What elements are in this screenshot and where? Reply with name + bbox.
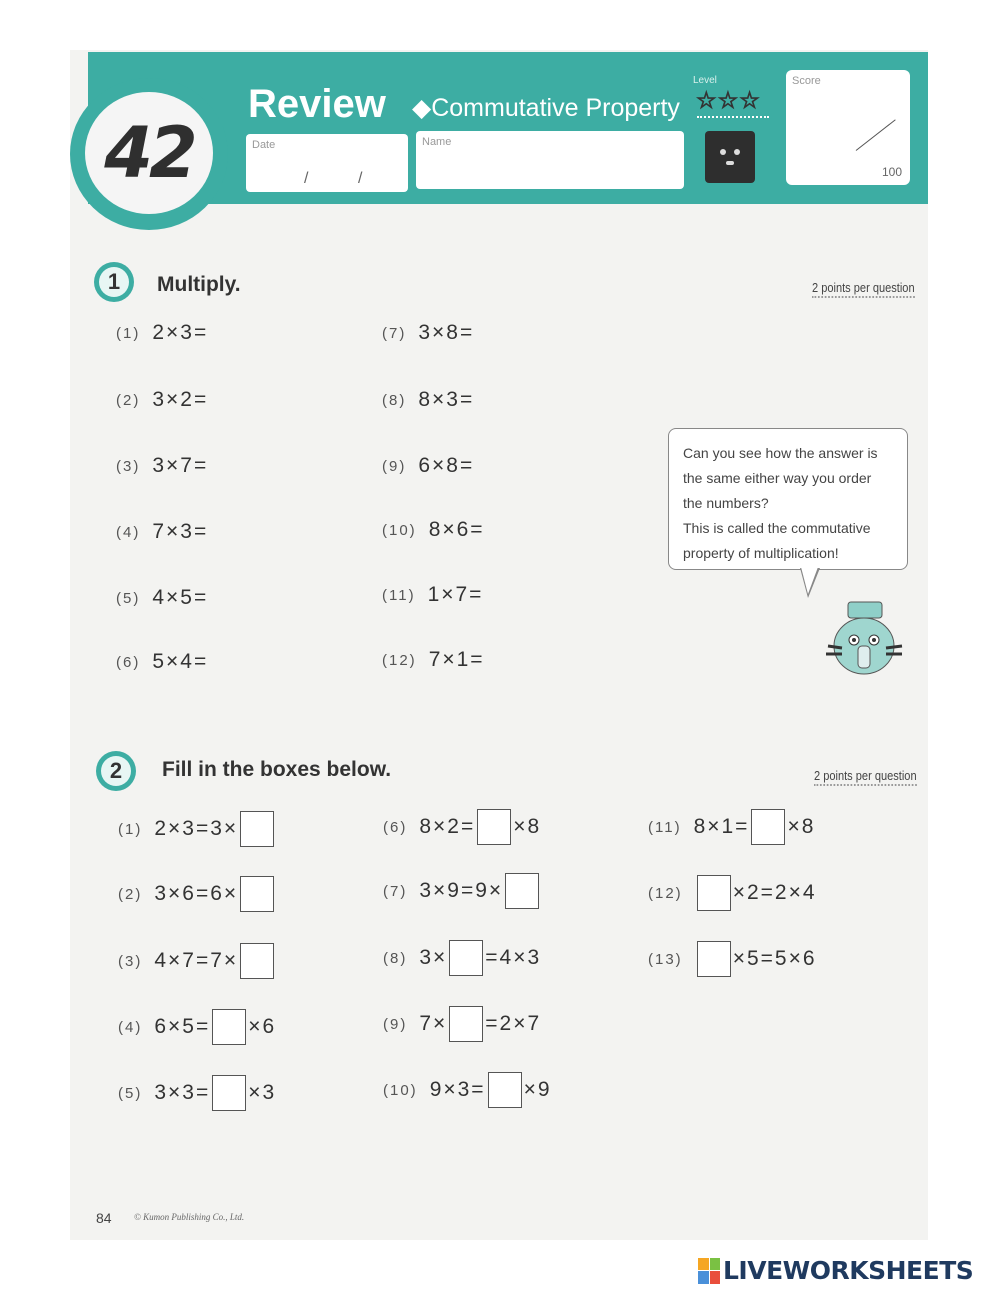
points-note: 2 points per question xyxy=(812,280,915,298)
name-field[interactable] xyxy=(416,131,684,189)
section-number: 1 xyxy=(99,267,129,297)
question-number: (12) xyxy=(648,884,683,902)
fill-box-question xyxy=(383,1072,552,1108)
multiply-question xyxy=(382,321,474,345)
question-expression: 3×8= xyxy=(418,321,475,344)
question-expression: 8×3= xyxy=(418,388,475,411)
logo-tile xyxy=(710,1271,721,1284)
expression-right: ×5=5×6 xyxy=(732,947,817,970)
answer-box[interactable] xyxy=(212,1009,246,1045)
question-number: (6) xyxy=(116,653,141,671)
question-number: (1) xyxy=(118,820,143,838)
bubble-line: This is called the commutative xyxy=(683,520,871,536)
logo-tile xyxy=(698,1271,709,1284)
lesson-badge-inner xyxy=(85,92,213,214)
expression-left: 6×5= xyxy=(154,1015,211,1038)
expression-right: ×9 xyxy=(523,1078,552,1101)
multiply-question xyxy=(116,388,208,412)
expression-left: 3×3= xyxy=(154,1081,211,1104)
answer-box[interactable] xyxy=(477,809,511,845)
question-expression: 3×2= xyxy=(152,388,209,411)
answer-box[interactable] xyxy=(505,873,539,909)
question-expression: 8×6= xyxy=(428,518,485,541)
multiply-question xyxy=(116,520,208,544)
fill-box-question xyxy=(648,941,817,977)
question-number: (3) xyxy=(116,457,141,475)
fill-box-question xyxy=(648,875,817,911)
multiply-question xyxy=(382,648,485,672)
multiply-question xyxy=(382,388,474,412)
question-number: (11) xyxy=(648,818,682,836)
expression-right: ×2=2×4 xyxy=(732,881,817,904)
section-number-badge xyxy=(94,262,134,302)
expression-right: =2×7 xyxy=(485,1012,542,1035)
answer-box[interactable] xyxy=(240,943,274,979)
bubble-line: property of multiplication! xyxy=(683,545,839,561)
answer-box[interactable] xyxy=(449,1006,483,1042)
section-title: Multiply. xyxy=(157,273,241,296)
answer-box[interactable] xyxy=(697,941,731,977)
multiply-question xyxy=(116,321,208,345)
question-expression: 7×3= xyxy=(152,520,209,543)
multiply-question xyxy=(382,518,485,542)
question-number: (13) xyxy=(648,950,683,968)
bubble-tail xyxy=(801,567,818,594)
copyright: © Kumon Publishing Co., Ltd. xyxy=(134,1212,245,1222)
expression-left: 3× xyxy=(419,946,448,969)
fill-box-question xyxy=(383,809,541,845)
fill-box-question xyxy=(118,1075,276,1111)
question-expression: 6×8= xyxy=(418,454,475,477)
bubble-line: Can you see how the answer is xyxy=(683,445,878,461)
answer-box[interactable] xyxy=(697,875,731,911)
name-label: Name xyxy=(422,136,452,148)
fill-box-question xyxy=(118,943,276,979)
fill-box-question xyxy=(383,1006,541,1042)
date-field[interactable] xyxy=(246,134,408,192)
question-number: (3) xyxy=(118,952,143,970)
question-number: (8) xyxy=(382,391,407,409)
expression-left: 3×9=9× xyxy=(419,879,504,902)
expression-right: ×8 xyxy=(787,815,816,838)
date-label: Date xyxy=(252,139,276,151)
bubble-line: the numbers? xyxy=(683,495,769,511)
question-number: (4) xyxy=(118,1018,143,1036)
speech-bubble xyxy=(668,428,908,570)
question-number: (1) xyxy=(116,324,141,342)
expression-left: 3×6=6× xyxy=(154,882,239,905)
mascot-icon xyxy=(822,600,906,680)
question-number: (10) xyxy=(382,521,417,539)
page-subtitle: ◆Commutative Property xyxy=(412,94,680,122)
expression-right: ×3 xyxy=(248,1081,277,1104)
fill-box-question xyxy=(118,811,276,847)
fill-box-question xyxy=(648,809,815,845)
fill-box-question xyxy=(118,1009,276,1045)
answer-box[interactable] xyxy=(240,811,274,847)
points-note: 2 points per question xyxy=(814,768,917,786)
question-expression: 4×5= xyxy=(152,586,209,609)
score-max: 100 xyxy=(881,165,902,179)
multiply-question xyxy=(116,586,208,610)
multiply-question xyxy=(382,583,483,607)
answer-box[interactable] xyxy=(751,809,785,845)
question-number: (8) xyxy=(383,949,408,967)
expression-left: 4×7=7× xyxy=(154,949,239,972)
answer-box[interactable] xyxy=(449,940,483,976)
question-number: (9) xyxy=(383,1015,408,1033)
question-number: (7) xyxy=(383,882,408,900)
section-title: Fill in the boxes below. xyxy=(162,758,392,781)
brand-name: LIVEWORKSHEETS xyxy=(723,1256,974,1285)
logo-tile xyxy=(698,1258,709,1271)
answer-box[interactable] xyxy=(488,1072,522,1108)
level-label: Level xyxy=(693,75,717,86)
expression-left: 8×1= xyxy=(693,815,750,838)
level-stars-icon: ☆☆☆ xyxy=(696,87,761,113)
fill-box-question xyxy=(383,873,541,909)
question-number: (5) xyxy=(116,589,141,607)
fill-box-question xyxy=(383,940,541,976)
question-number: (12) xyxy=(382,651,417,669)
question-number: (6) xyxy=(383,818,408,836)
lesson-number: 42 xyxy=(104,112,194,194)
page-title: Review xyxy=(248,82,386,126)
question-number: (4) xyxy=(116,523,141,541)
liveworksheets-logo[interactable] xyxy=(698,1256,973,1285)
expression-right: =4×3 xyxy=(485,946,542,969)
question-number: (2) xyxy=(118,885,143,903)
score-field[interactable] xyxy=(786,70,910,185)
date-slash: / xyxy=(304,170,309,187)
multiply-question xyxy=(116,650,208,674)
date-slash: / xyxy=(358,170,363,187)
expression-left: 8×2= xyxy=(419,815,476,838)
expression-left: 2×3=3× xyxy=(154,817,239,840)
section-number: 2 xyxy=(101,756,131,786)
face-icon xyxy=(705,131,755,183)
question-expression: 3×7= xyxy=(152,454,209,477)
question-expression: 1×7= xyxy=(427,583,484,606)
multiply-question xyxy=(382,454,474,478)
score-label: Score xyxy=(792,75,821,87)
question-number: (9) xyxy=(382,457,407,475)
question-number: (2) xyxy=(116,391,141,409)
expression-left: 9×3= xyxy=(429,1078,486,1101)
question-number: (10) xyxy=(383,1081,418,1099)
page-number: 84 xyxy=(96,1210,112,1226)
expression-left: 7× xyxy=(419,1012,448,1035)
bubble-line: the same either way you order xyxy=(683,470,872,486)
section-number-badge xyxy=(96,751,136,791)
question-expression: 5×4= xyxy=(152,650,209,673)
expression-right: ×6 xyxy=(248,1015,277,1038)
fill-box-question xyxy=(118,876,276,912)
answer-box[interactable] xyxy=(212,1075,246,1111)
multiply-question xyxy=(116,454,208,478)
score-divider xyxy=(856,119,896,151)
question-expression: 7×1= xyxy=(428,648,485,671)
question-number: (7) xyxy=(382,324,407,342)
level-divider xyxy=(697,116,769,118)
liveworksheets-icon xyxy=(698,1258,720,1284)
question-number: (11) xyxy=(382,586,416,604)
question-number: (5) xyxy=(118,1084,143,1102)
logo-tile xyxy=(710,1258,721,1271)
worksheet-page xyxy=(70,50,928,1240)
answer-box[interactable] xyxy=(240,876,274,912)
expression-right: ×8 xyxy=(513,815,542,838)
question-expression: 2×3= xyxy=(152,321,209,344)
